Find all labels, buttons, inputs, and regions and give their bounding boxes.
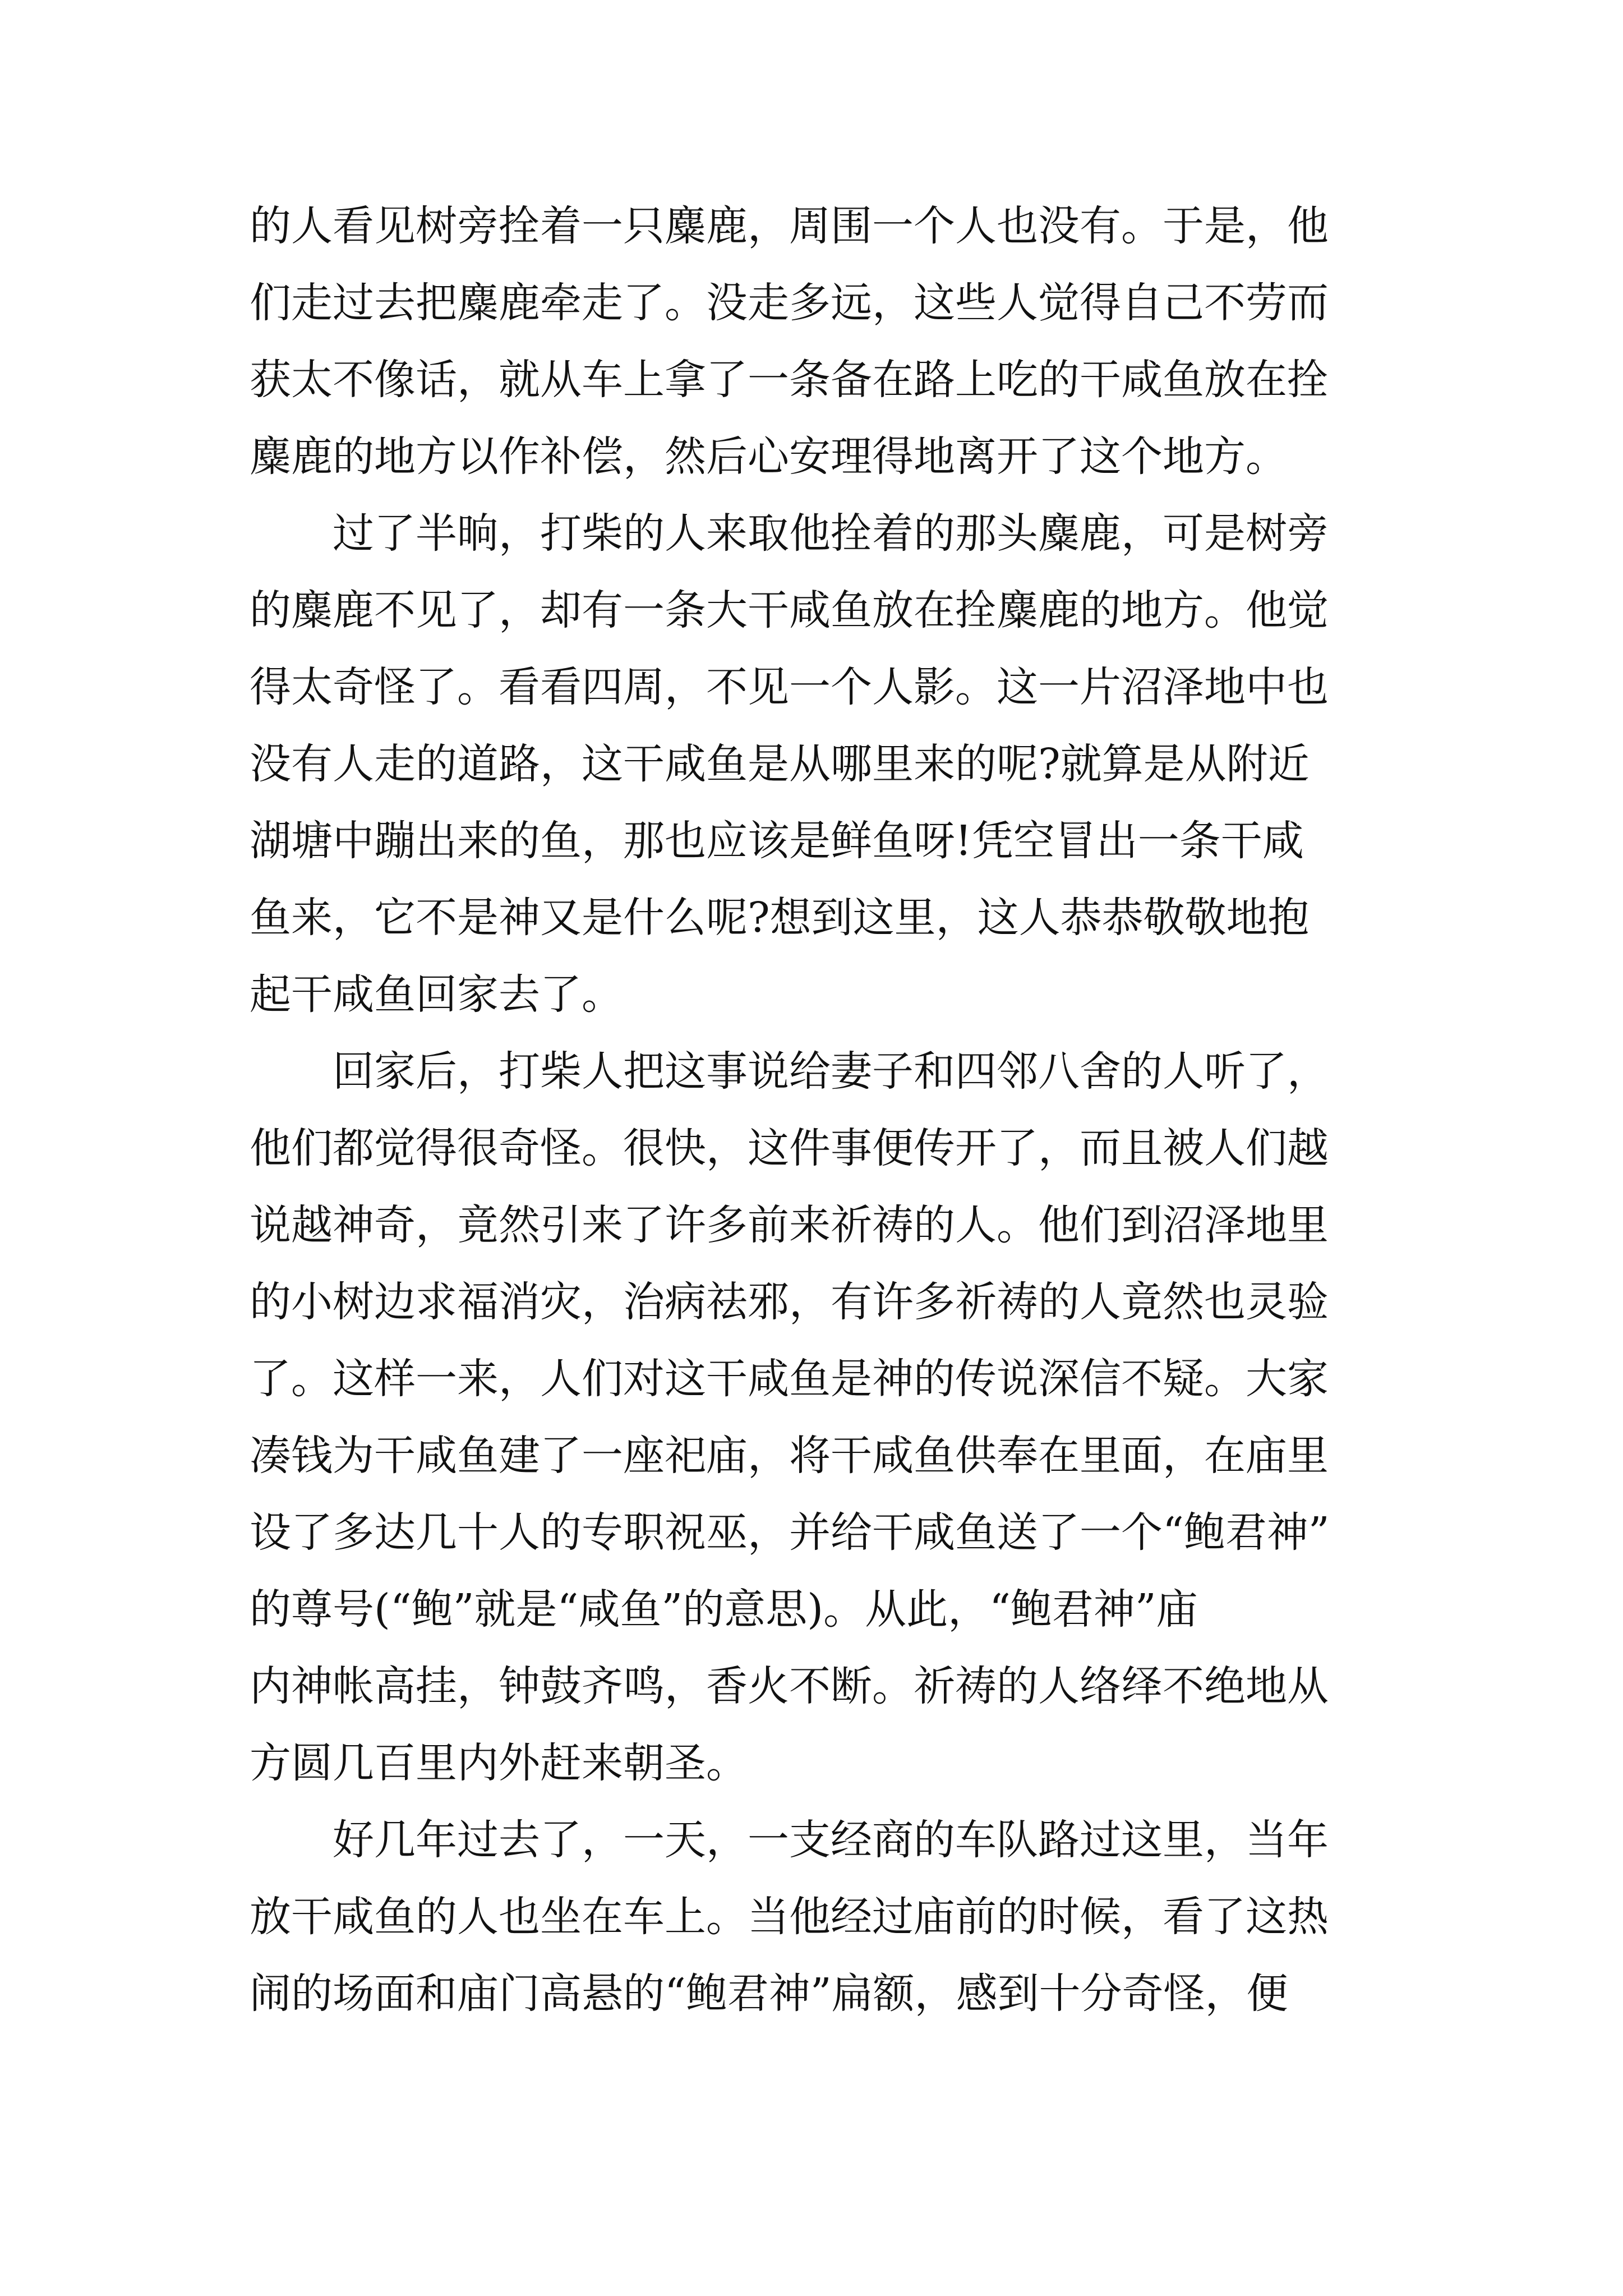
text-line: 们走过去把麋鹿牵走了。没走多远，这些人觉得自己不劳而: [250, 279, 1329, 327]
text-line: 了。这样一来，人们对这干咸鱼是神的传说深信不疑。大家: [250, 1355, 1329, 1403]
text-line: 鱼来，它不是神又是什么呢?想到这里，这人恭恭敬敬地抱: [250, 894, 1310, 942]
text-line: 放干咸鱼的人也坐在车上。当他经过庙前的时候，看了这热: [250, 1893, 1329, 1941]
text-line: 凑钱为干咸鱼建了一座祀庙，将干咸鱼供奉在里面，在庙里: [250, 1432, 1329, 1480]
text-line: 的人看见树旁拴着一只麋鹿，周围一个人也没有。于是，他: [250, 202, 1329, 250]
text-line: 方圆几百里内外赶来朝圣。: [250, 1739, 748, 1787]
paragraph-4: [250, 1802, 1394, 2032]
text-line: 说越神奇，竟然引来了许多前来祈祷的人。他们到沼泽地里: [250, 1201, 1329, 1249]
text-line-first: 好几年过去了，一天，一支经商的车队路过这里，当年: [333, 1816, 1329, 1864]
text-line: 湖塘中蹦出来的鱼，那也应该是鲜鱼呀!凭空冒出一条干咸: [250, 817, 1304, 865]
text-line-first: 过了半晌，打柴的人来取他拴着的那头麋鹿，可是树旁: [333, 509, 1329, 558]
text-line: 起干咸鱼回家去了。: [250, 970, 623, 1019]
text-line: 的麋鹿不见了，却有一条大干咸鱼放在拴麋鹿的地方。他觉: [250, 586, 1329, 634]
text-line: 的尊号(“鲍”就是“咸鱼”的意思)。从此，“鲍君神”庙: [250, 1585, 1198, 1634]
text-line: 内神帐高挂，钟鼓齐鸣，香火不断。祈祷的人络绎不绝地从: [250, 1662, 1329, 1710]
text-line: 获太不像话，就从车上拿了一条备在路上吃的干咸鱼放在拴: [250, 356, 1329, 404]
text-line: 闹的场面和庙门高悬的“鲍君神”扁额，感到十分奇怪，便: [250, 1970, 1288, 2018]
text-line: 设了多达几十人的专职祝巫，并给干咸鱼送了一个“鲍君神”: [250, 1508, 1330, 1557]
text-line: 没有人走的道路，这干咸鱼是从哪里来的呢?就算是从附近: [250, 740, 1310, 788]
text-line-first: 回家后，打柴人把这事说给妻子和四邻八舍的人听了，: [333, 1047, 1329, 1096]
body-text: [250, 188, 1394, 2032]
paragraph-2: [250, 495, 1394, 1033]
text-line: 麋鹿的地方以作补偿，然后心安理得地离开了这个地方。: [250, 432, 1287, 481]
text-line: 的小树边求福消灾，治病祛邪，有许多祈祷的人竟然也灵验: [250, 1278, 1329, 1326]
text-line: 得太奇怪了。看看四周，不见一个人影。这一片沼泽地中也: [250, 663, 1329, 711]
text-line: 他们都觉得很奇怪。很快，这件事便传开了，而且被人们越: [250, 1124, 1329, 1172]
paragraph-3: [250, 1033, 1394, 1802]
paragraph-1: [250, 188, 1394, 495]
